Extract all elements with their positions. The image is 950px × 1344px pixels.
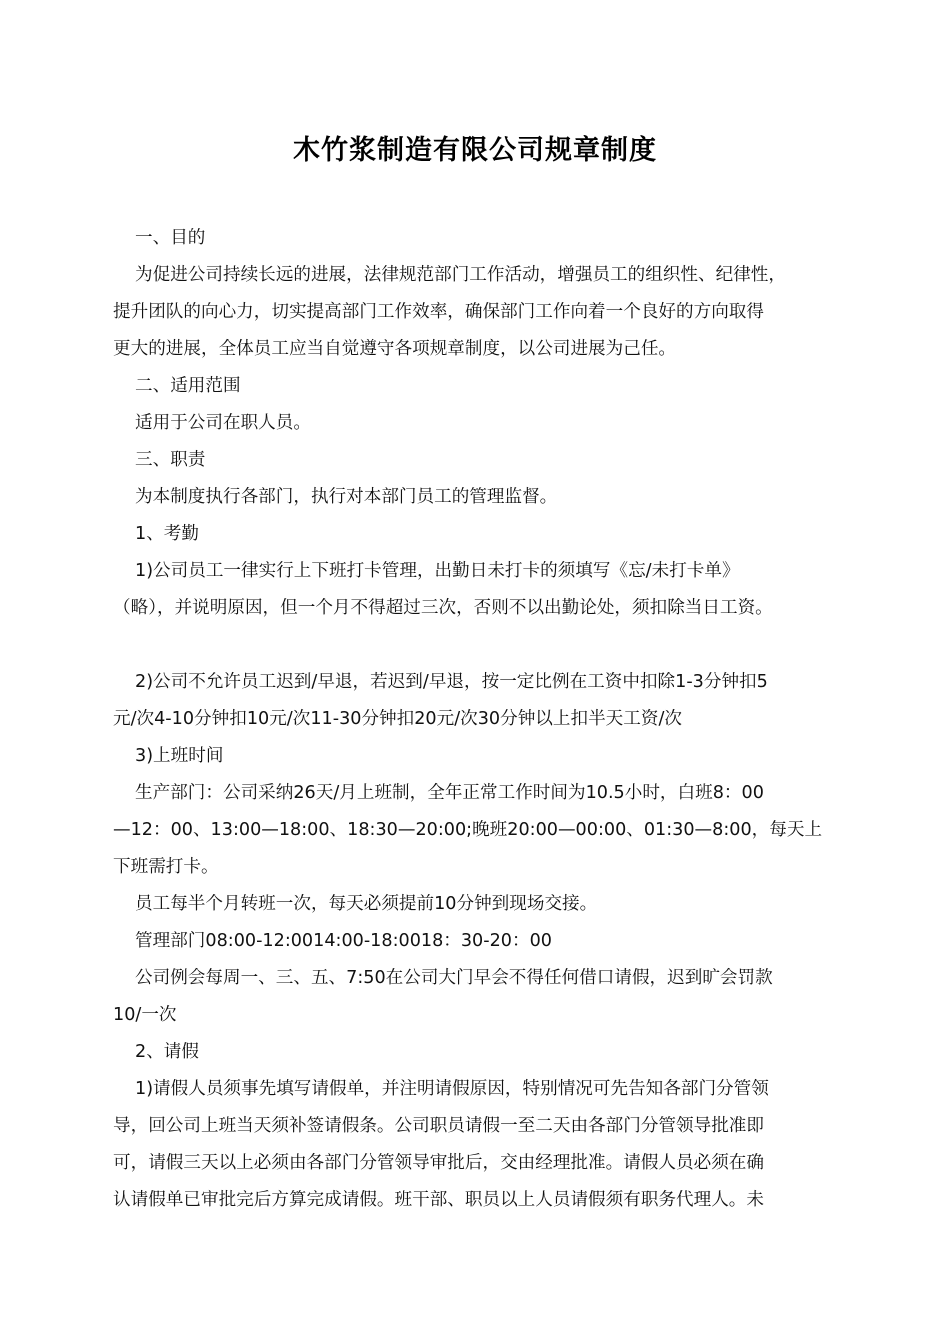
- paragraph-line: 管理部门08:00-12:0014:00-18:0018：30-20：00: [135, 931, 552, 951]
- paragraph-line: 提升团队的向心力，切实提高部门工作效率，确保部门工作向着一个良好的方向取得: [113, 302, 764, 322]
- paragraph-line: —12：00、13:00—18:00、18:30—20:00;晚班20:00—00:00、01:30—8:00，每天上: [113, 820, 823, 840]
- paragraph-line: 为促进公司持续长远的进展，法律规范部门工作活动，增强员工的组织性、纪律性，: [135, 265, 786, 285]
- subsection-heading-leave: 2、请假: [135, 1042, 199, 1062]
- paragraph-line: 员工每半个月转班一次，每天必须提前10分钟到现场交接。: [135, 894, 598, 914]
- subsection-heading-attendance: 1、考勤: [135, 524, 199, 544]
- paragraph-line: 生产部门：公司采纳26天/月上班制，全年正常工作时间为10.5小时，白班8：00: [135, 783, 764, 803]
- paragraph-line: 元/次4-10分钟扣10元/次11-30分钟扣20元/次30分钟以上扣半天工资/次: [113, 709, 682, 729]
- item-heading-work-hours: 3)上班时间: [135, 746, 224, 766]
- paragraph-line: 2)公司不允许员工迟到/早退，若迟到/早退，按一定比例在工资中扣除1-3分钟扣5: [135, 672, 768, 692]
- paragraph-line: 适用于公司在职人员。: [135, 413, 311, 433]
- document-title: 木竹浆制造有限公司规章制度: [293, 135, 657, 166]
- paragraph-line: 更大的进展，全体员工应当自觉遵守各项规章制度，以公司进展为己任。: [113, 339, 677, 359]
- blank-line: [113, 627, 843, 664]
- document-body: [113, 220, 843, 1219]
- paragraph-line: 1)请假人员须事先填写请假单，并注明请假原因，特别情况可先告知各部门分管领: [135, 1079, 769, 1099]
- paragraph-line: 1)公司员工一律实行上下班打卡管理，出勤日未打卡的须填写《忘/未打卡单》: [135, 561, 740, 581]
- paragraph-line: 公司例会每周一、三、五、7:50在公司大门早会不得任何借口请假，迟到旷会罚款: [135, 968, 773, 988]
- paragraph-line: 为本制度执行各部门，执行对本部门员工的管理监督。: [135, 487, 558, 507]
- paragraph-line: 下班需打卡。: [113, 857, 219, 877]
- section-heading-scope: 二、适用范围: [135, 376, 241, 396]
- paragraph-line: 导，回公司上班当天须补签请假条。公司职员请假一至二天由各部门分管领导批准即: [113, 1116, 764, 1136]
- paragraph-line: 认请假单已审批完后方算完成请假。班干部、职员以上人员请假须有职务代理人。未: [113, 1190, 764, 1210]
- paragraph-line: 10/一次: [113, 1005, 177, 1025]
- paragraph-line: （略），并说明原因，但一个月不得超过三次，否则不以出勤论处，须扣除当日工资。: [113, 598, 773, 618]
- section-heading-duties: 三、职责: [135, 450, 206, 470]
- paragraph-line: 可，请假三天以上必须由各部门分管领导审批后，交由经理批准。请假人员必须在确: [113, 1153, 764, 1173]
- section-heading-purpose: 一、目的: [135, 228, 206, 248]
